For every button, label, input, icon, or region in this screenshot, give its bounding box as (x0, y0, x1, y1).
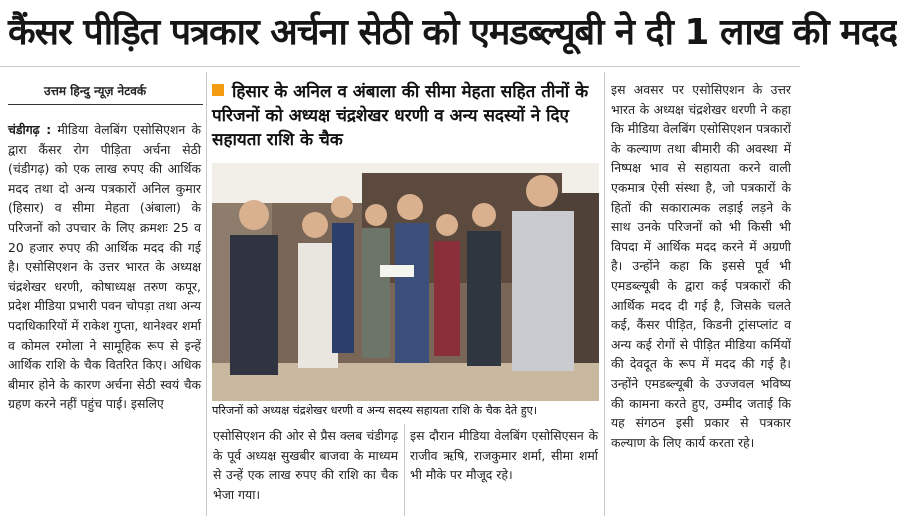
news-photo (212, 163, 599, 401)
byline: उत्तम हिन्दु न्यूज़ नेटवर्क (44, 84, 147, 98)
byline-rule (8, 104, 203, 105)
subheadline-bullet (212, 84, 224, 96)
subheadline-text: हिसार के अनिल व अंबाला की सीमा मेहता सहित तीनों के परिजनों को अध्यक्ष चंद्रशेखर धरणी व अन्य सदस्यों ने दिए सहायता राशि के चैक (212, 82, 589, 150)
headline-rule (0, 66, 800, 67)
column-divider-right (604, 72, 605, 516)
news-photo-illustration (212, 163, 599, 401)
left-column-text: मीडिया वेलबिंग एसोसिएशन के द्वारा कैंसर रोग पीड़िता अर्चना सेठी (चंडीगढ़) को एक लाख रुपए की आर्थिक मदद तथा दो अन्य पत्रकारों अनिल कुमार (हिसार) व सीमा मेहता (अंबाला) के परिजनों को उपचार के लिए क्रमशः 25 व 20 हजार रुपए की आर्थिक मदद की गई है। एसोसिएशन के उत्तर भारत के अध्यक्ष चंद्रशेखर धरणी, कोषाध्यक्ष तरुण कपूर, प्रदेश मीडिया प्रभारी पवन चोपड़ा तथा अन्य पदाधिकारियों में राकेश गुप्ता, थानेश्वर शर्मा व कोमल रमोला ने सामूहिक रूप से इन्हें आर्थिक राशि के चैक वितरित किए। अधिक बीमार होने के कारण अर्चना सेठी स्वयं चैक ग्रहण करने नहीं पहुंच पाई। इसलिए (8, 122, 201, 412)
left-column (8, 120, 201, 516)
bottom-right-column: इस दौरान मीडिया वेलबिंग एसोसिएसन के राजीव ऋषि, राजकुमार शर्मा, सीमा शर्मा भी मौके पर मौजूद रहे। (410, 428, 598, 483)
column-divider-left (206, 72, 207, 516)
dateline: चंडीगढ़ : (8, 122, 52, 137)
photo-caption: परिजनों को अध्यक्ष चंद्रशेखर धरणी व अन्य सदस्य सहायता राशि के चैक देते हुए। (212, 401, 599, 421)
subheadline (212, 80, 602, 152)
headline: कैंसर पीड़ित पत्रकार अर्चना सेठी को एमडब्ल्यूबी ने दी 1 लाख की मदद (8, 12, 897, 53)
bottom-left-column: एसोसिएशन की ओर से प्रैस क्लब चंडीगढ़ के पूर्व अध्यक्ष सुखबीर बाजवा के माध्यम से उन्हें एक लाख रुपए की राशि का चैक भेजा गया। (213, 428, 398, 502)
column-divider-bottom (404, 424, 405, 516)
right-column: इस अवसर पर एसोसिएशन के उत्तर भारत के अध्यक्ष चंद्रशेखर धरणी ने कहा कि मीडिया वेलबिंग एसोसिएशन पत्रकारों के कल्याण तथा बीमारी की अवस्था में निष्पक्ष भाव से सहायता करने वाली एकमात्र ऐसी संस्था है, जो पत्रकारों के हितों की सकारात्मक लड़ाई लड़ने के साथ उनके परिजनों को भी किसी भी विपदा में आर्थिक मदद करने में अग्रणी है। उन्होंने कहा कि इससे पूर्व भी एमडब्ल्यूबी के द्वारा कई पत्रकारों की आर्थिक मदद दी गई है, जिसके चलते कई, कैंसर पीड़ित, किडनी ट्रांसप्लांट व अन्य कई रोगों से पीड़ित मीडिया कर्मियों की देवदूत के रूप में मदद की गई है। उन्होंने एमडब्ल्यूबी के उज्जवल भविष्य की कामना करते हुए, उम्मीद जताई कि यह संगठन इसी प्रकार से पत्रकार कल्याण के लिए कार्य करता रहे। (611, 82, 791, 450)
